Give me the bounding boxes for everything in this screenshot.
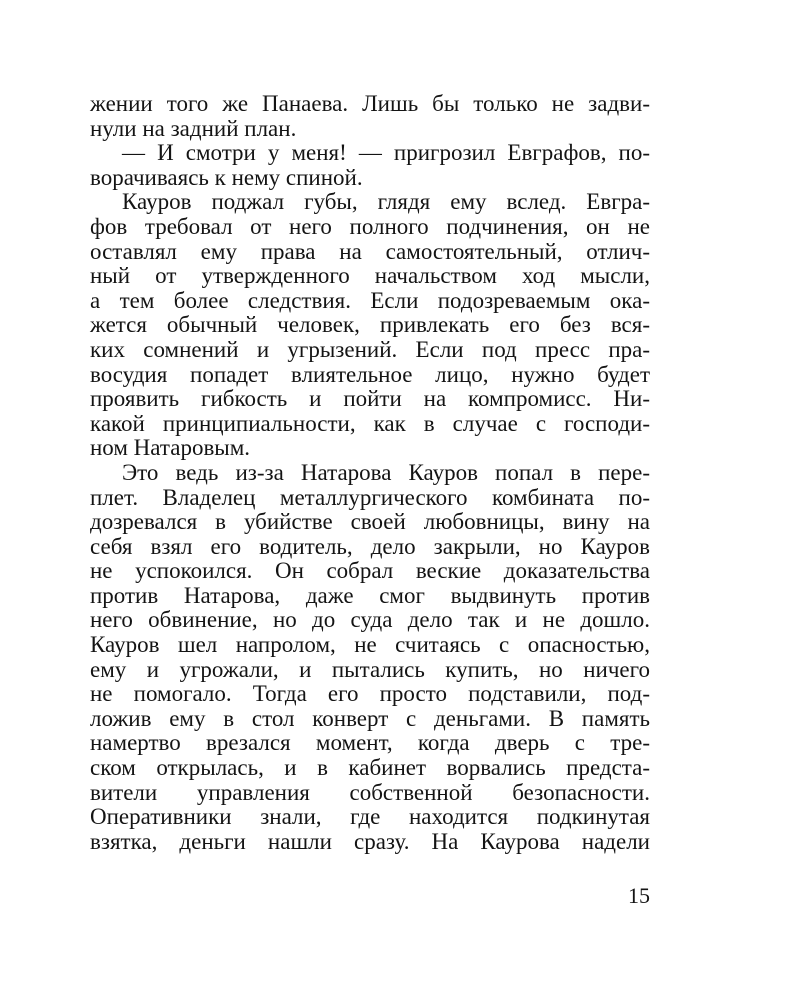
text-line: не помогало. Тогда его просто подставили, под- [90,681,650,707]
text-line: проявить гибкость и пойти на компромисс. Ни- [90,386,650,412]
text-line: плет. Владелец металлургического комбината по- [90,484,650,510]
text-line: ском открылась, и в кабинет ворвались предста- [90,755,650,781]
text-line: ему и угрожали, и пытались купить, но ничего [90,656,650,682]
text-line: нули на задний план. [90,115,297,141]
paragraph [90,461,650,855]
text-line: фов требовал от него полного подчинения, он не [90,213,650,239]
paragraph [90,92,650,141]
text-line: ложив ему в стол конверт с деньгами. В память [90,705,650,731]
text-line: — И смотри у меня! — пригрозил Евграфов, по- [122,140,650,166]
text-line: какой принципиальности, как в случае с господи- [90,410,650,436]
text-line: вители управления собственной безопасности. [90,779,650,805]
page-number: 15 [628,883,650,908]
text-line: жении того же Панаева. Лишь бы только не задви- [90,91,650,116]
body-text [90,92,650,854]
text-line: против Натарова, даже смог выдвинуть против [90,582,650,608]
paragraph [90,190,650,461]
text-line: жется обычный человек, привлекать его без вся- [90,312,650,338]
text-line: а тем более следствия. Если подозреваемым ока- [90,287,650,313]
text-line: ный от утвержденного начальством ход мысли, [90,263,650,289]
text-line: ном Натаровым. [90,435,251,461]
text-line: себя взял его водитель, дело закрыли, но Кауров [90,533,650,559]
text-line: него обвинение, но до суда дело так и не дошло. [90,607,650,633]
text-line: Кауров поджал губы, глядя ему вслед. Евгра- [122,189,650,215]
text-line: взятка, деньги нашли сразу. На Каурова надели [90,828,650,854]
text-line: Это ведь из-за Натарова Кауров попал в пере- [122,459,650,485]
text-line: Кауров шел напролом, не считаясь с опасностью, [90,632,650,658]
text-line: не успокоился. Он собрал веские доказательства [90,558,650,584]
text-line: намертво врезался момент, когда дверь с тре- [90,730,650,756]
text-line: восудия попадет влиятельное лицо, нужно будет [90,361,650,387]
paragraph [90,141,650,190]
text-line: дозревался в убийстве своей любовницы, вину на [90,509,650,535]
text-line: Оперативники знали, где находится подкинутая [90,804,650,830]
text-line: ворачиваясь к нему спиной. [90,164,363,190]
text-line: ких сомнений и угрызений. Если под пресс пра- [90,336,650,362]
text-line: оставлял ему права на самостоятельный, отлич- [90,238,650,264]
